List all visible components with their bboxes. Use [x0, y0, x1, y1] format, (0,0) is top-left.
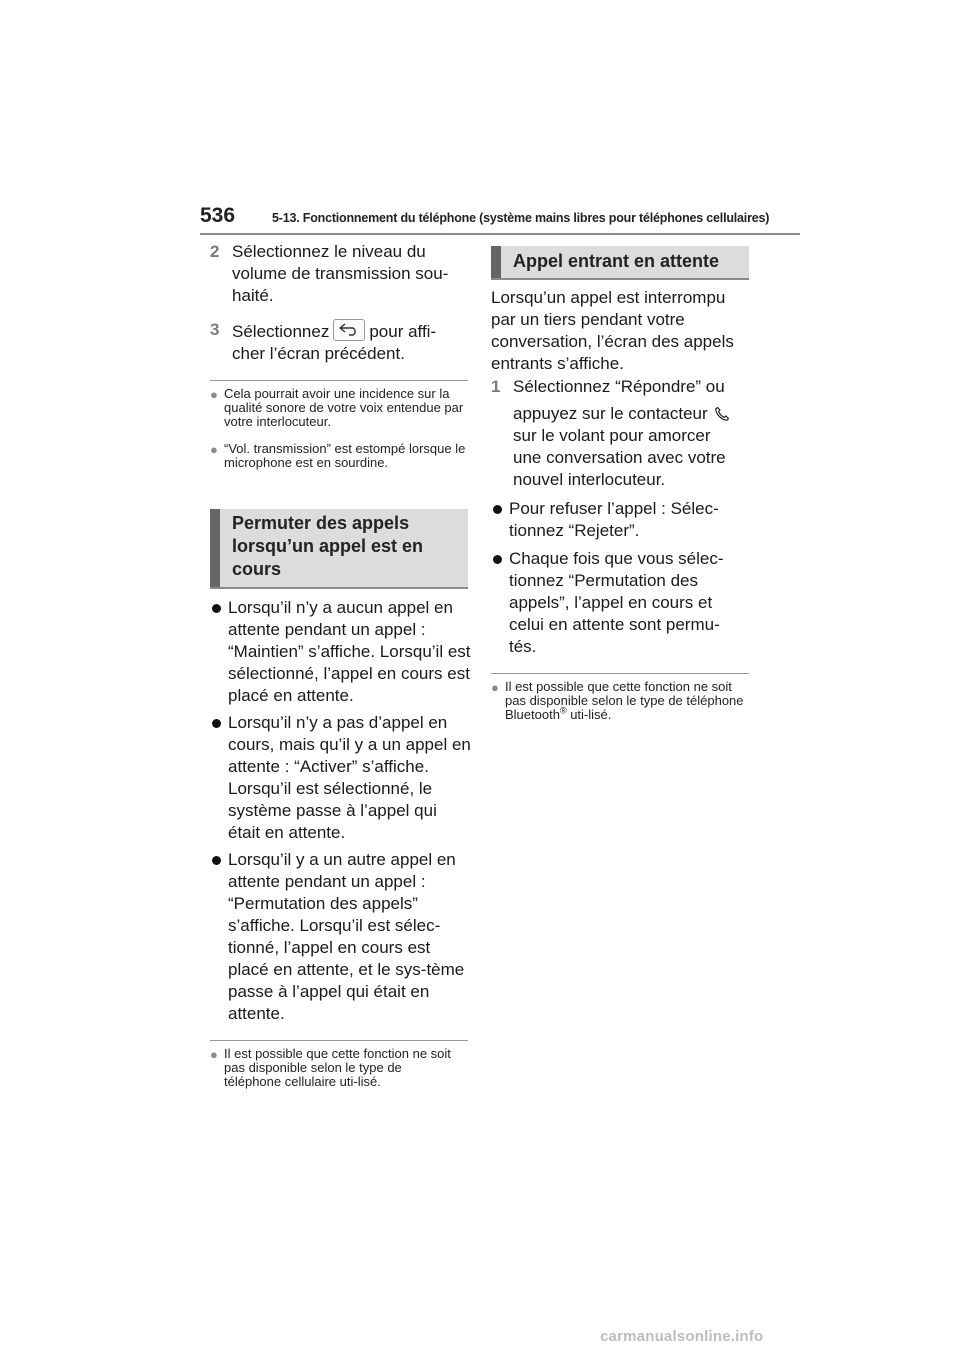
- section-title: Appel entrant en attente: [513, 251, 720, 271]
- note-text: Il est possible que cette fonction ne soit pas disponible selon le type de téléphone cellulaire uti-lisé.: [224, 1046, 451, 1089]
- bullet-text: Lorsqu’il n’y a aucun appel en attente pendant un appel : “Maintien” s’affiche. Lorsqu’il est sélectionné, l’appel en cours est placé en attente.: [228, 598, 471, 705]
- bullet-dot: [493, 555, 502, 564]
- bullet-text: Pour refuser l’appel : Sélec-tionnez “Rejeter”.: [509, 499, 719, 540]
- section-underline: [491, 278, 749, 280]
- watermark: carmanualsonline.info: [600, 1328, 764, 1345]
- note-text: Cela pourrait avoir une incidence sur la qualité sonore de votre voix entendue par votre interlocuteur.: [224, 386, 464, 429]
- bullet-dot: [212, 856, 221, 865]
- chapter-title: 5-13. Fonctionnement du téléphone (système mains libres pour téléphones cellulaires): [272, 211, 770, 225]
- header-rule: [200, 233, 800, 235]
- step-number: 2: [210, 242, 220, 261]
- note-rule: [491, 673, 749, 674]
- page-number: 536: [200, 204, 236, 227]
- step-text-after: pour affi-: [369, 322, 437, 341]
- step-text-line1: Sélectionnez “Répondre” ou: [513, 377, 725, 396]
- section-heading-switch-calls: [210, 509, 468, 587]
- note-text-before: Il est possible que cette fonction ne soit pas disponible selon le type de téléphone Bluetooth: [505, 679, 744, 722]
- note-dot-icon: ●: [210, 387, 218, 402]
- note-text-after: uti-lisé.: [566, 707, 612, 722]
- step-text: [232, 319, 472, 365]
- step-text: Sélectionnez le niveau du volume de transmission sou-haité.: [232, 242, 449, 305]
- note-rule: [210, 1040, 468, 1041]
- registered-mark: ®: [559, 705, 567, 716]
- bullet-dot: [212, 604, 221, 613]
- step-text-rest: sur le volant pour amorcer une conversation avec votre nouvel interlocuteur.: [513, 426, 726, 489]
- bullet-text: Lorsqu’il n’y a pas d’appel en cours, mais qu’il y a un appel en attente : “Activer” s’affiche. Lorsqu’il est sélectionné, le système passe à l’appel qui était en attente.: [228, 713, 471, 842]
- phone-handset-icon: [714, 406, 730, 422]
- section-title: Permuter des appels lorsqu’un appel est en cours: [232, 513, 424, 579]
- note-dot-icon: ●: [210, 1047, 218, 1062]
- intro-paragraph: Lorsqu’un appel est interrompu par un tiers pendant votre conversation, l’écran des appels entrants s’affiche.: [491, 288, 734, 373]
- note-dot-icon: ●: [210, 442, 218, 457]
- bullet-dot: [212, 719, 221, 728]
- back-button: [333, 319, 365, 341]
- note-dot-icon: ●: [491, 680, 499, 695]
- step-text-before: Sélectionnez: [232, 322, 330, 341]
- note-text: “Vol. transmission” est estompé lorsque le microphone est en sourdine.: [224, 441, 466, 470]
- step-number: 1: [491, 377, 501, 396]
- note-text: [505, 680, 745, 722]
- step-number: 3: [210, 320, 220, 339]
- bullet-text: Chaque fois que vous sélec-tionnez “Permutation des appels”, l’appel en cours et celui en attente sont permu-tés.: [509, 549, 724, 656]
- bullet-dot: [493, 505, 502, 514]
- bullet-text: Lorsqu’il y a un autre appel en attente pendant un appel : “Permutation des appels” s’affiche. Lorsqu’il est sélec-tionné, l’appel en cours est placé en attente, et le sys-tème passe à l’appel qui était en attente.: [228, 850, 465, 1023]
- note-rule: [210, 380, 468, 381]
- step-text: [513, 376, 743, 491]
- page-header: [200, 204, 800, 236]
- step-text-line2: appuyez sur le contacteur: [513, 404, 708, 423]
- step-text-line2: cher l’écran précédent.: [232, 344, 405, 363]
- back-arrow-icon: [339, 323, 359, 336]
- section-heading-call-waiting: [491, 246, 749, 278]
- section-underline: [210, 587, 468, 589]
